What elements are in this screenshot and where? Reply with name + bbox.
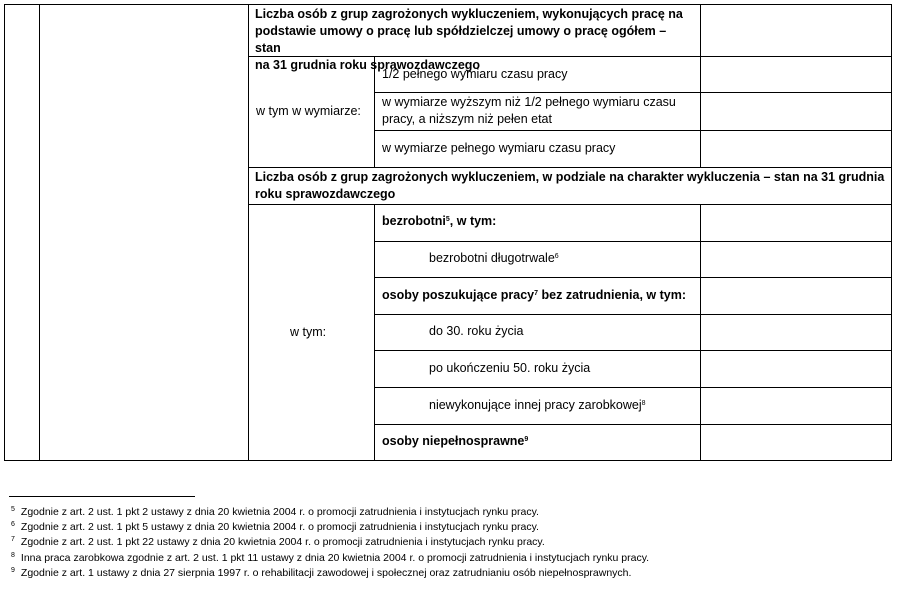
footnote — [11, 567, 631, 580]
footnote-text: Zgodnie z art. 1 ustawy z dnia 27 sierpnia 1997 r. o rehabilitacji zawodowej i społecznej oraz zatrudnianiu osób niepełnosprawnych. — [20, 567, 632, 579]
row-label-no-other-work — [429, 397, 646, 414]
footnote-text: Zgodnie z art. 2 ust. 1 pkt 2 ustawy z dnia 20 kwietnia 2004 r. o promocji zatrudnienia i instytucjach rynku pracy. — [20, 506, 539, 518]
group-label-including: w tym: — [290, 325, 327, 339]
header-line: podstawie umowy o pracę lub spółdzielczej umowy o pracę ogółem – stan — [255, 24, 667, 55]
footnote-ref: 7 — [534, 290, 539, 297]
row-text: bezrobotni — [382, 214, 446, 228]
footnote-ref: 9 — [524, 436, 529, 443]
row-text: po ukończeniu 50. roku życia — [429, 361, 591, 375]
header-line: Liczba osób z grup zagrożonych wykluczeniem, w podziale na charakter wykluczenia – stan na 31 grudnia — [255, 170, 885, 184]
row-suffix: bez zatrudnienia, w tym: — [538, 288, 686, 302]
footnote-number: 5 — [11, 506, 15, 513]
row-line: pracy, a niższym niż pełen etat — [382, 112, 552, 126]
header-line: roku sprawozdawczego — [255, 187, 396, 201]
footnote-ref: 5 — [445, 216, 450, 223]
table-border — [374, 277, 892, 278]
header-line: Liczba osób z grup zagrożonych wykluczeniem, wykonujących pracę na — [255, 7, 683, 21]
table-border — [4, 460, 892, 461]
table-border — [248, 4, 249, 461]
row-label-unemployed — [382, 213, 496, 230]
table-border — [374, 92, 892, 93]
table-border — [700, 4, 701, 168]
footnote — [11, 536, 545, 549]
table-border — [700, 204, 701, 461]
table-border — [374, 350, 892, 351]
table-border — [4, 4, 892, 5]
table-border — [374, 204, 375, 461]
footnote-number: 9 — [11, 567, 15, 574]
footnote-text: Zgodnie z art. 2 ust. 1 pkt 22 ustawy z dnia 20 kwietnia 2004 r. o promocji zatrudnienia i instytucjach rynku pracy. — [20, 536, 545, 548]
row-text: niewykonujące innej pracy zarobkowej — [429, 398, 642, 412]
row-suffix: , w tym: — [449, 214, 497, 228]
row-text: do 30. roku życia — [429, 324, 524, 338]
footnote-separator — [9, 496, 195, 497]
footnote-ref: 8 — [641, 400, 646, 407]
row-text: osoby niepełnosprawne — [382, 434, 525, 448]
section-header-exclusion — [255, 169, 887, 203]
table-border — [248, 204, 892, 205]
footnote-ref: 6 — [554, 253, 559, 260]
row-label-long-term-unemployed — [429, 250, 559, 267]
table-border — [248, 167, 892, 168]
section-header-employment — [255, 6, 695, 74]
row-text: osoby poszukujące pracy — [382, 288, 535, 302]
table-border — [374, 314, 892, 315]
row-label-over-50 — [429, 360, 590, 377]
table-border — [374, 424, 892, 425]
row-label-half-time: 1/2 pełnego wymiaru czasu pracy — [382, 67, 568, 81]
row-line: w wymiarze wyższym niż 1/2 pełnego wymiaru czasu — [382, 95, 676, 109]
footnote — [11, 521, 539, 534]
group-label-work-time: w tym w wymiarze: — [256, 104, 361, 118]
table-border — [891, 4, 892, 461]
row-label-disabled — [382, 433, 528, 450]
row-label-full-time: w wymiarze pełnego wymiaru czasu pracy — [382, 141, 616, 155]
table-border — [374, 241, 892, 242]
footnote-text: Zgodnie z art. 2 ust. 1 pkt 5 ustawy z dnia 20 kwietnia 2004 r. o promocji zatrudnienia i instytucjach rynku pracy. — [20, 521, 539, 533]
footnote-number: 6 — [11, 521, 15, 528]
table-border — [4, 4, 5, 461]
row-label-under-30 — [429, 323, 524, 340]
footnote — [11, 506, 539, 519]
footnote — [11, 552, 649, 565]
footnote-number: 7 — [11, 536, 15, 543]
footnote-text: Inna praca zarobkowa zgodnie z art. 2 ust. 1 pkt 11 ustawy z dnia 20 kwietnia 2004 r. o promocji zatrudnienia i instytucjach rynku pracy. — [20, 552, 650, 564]
row-label-job-seekers — [382, 287, 686, 304]
table-border — [374, 130, 892, 131]
header-line: na 31 grudnia roku sprawozdawczego — [255, 58, 481, 72]
footnote-number: 8 — [11, 552, 15, 559]
row-text: bezrobotni długotrwale — [429, 251, 555, 265]
table-border — [39, 4, 40, 461]
table-border — [374, 387, 892, 388]
row-label-part-time — [382, 94, 676, 128]
